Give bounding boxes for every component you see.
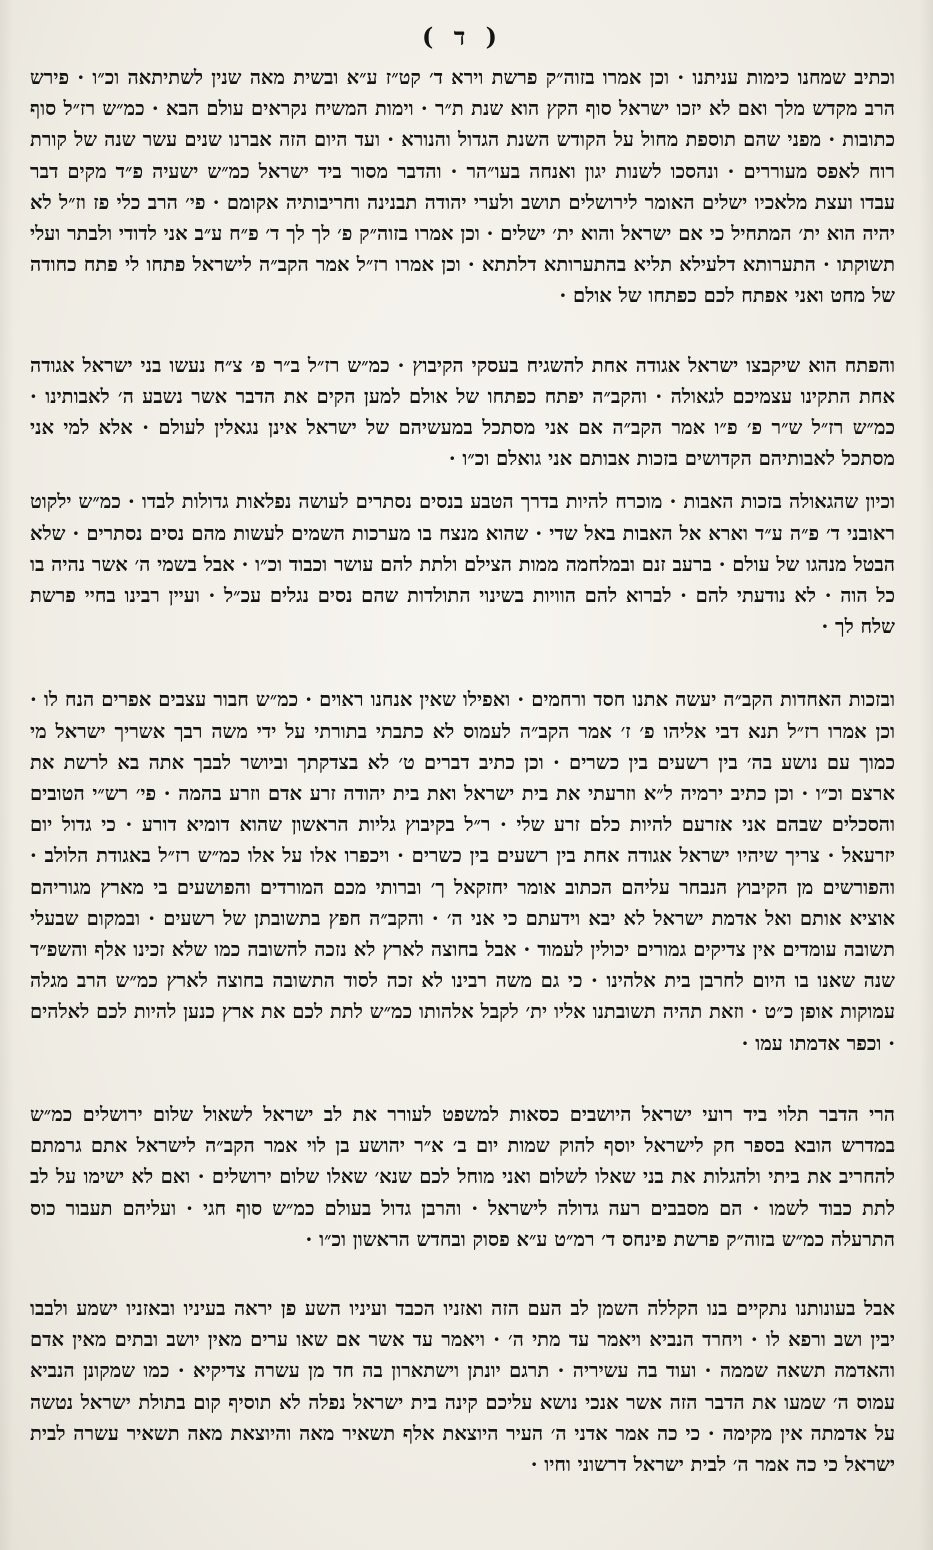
page-number: ( ד ) — [422, 22, 503, 51]
paragraph-4: ובזכות האחדות הקב״ה יעשה אתנו חסד ורחמים · ואפילו שאין אנחנו ראוים · כמ״ש חבור עצבים אפרים הנח לו · וכן אמרו רז״ל תנא דבי אליהו פ׳ ז׳ אמר הקב״ה לעמוס לא כתבתי בתורתי על ידי משה רבך אשריך ישראל מי כמוך עם נושע בה׳ בין רשעים בין כשרים · וכן כתיב דברים ט׳ לא בצדקתך וביושר לבבך אתה בא לרשת את ארצם וכ״ו · וכן כתיב ירמיה ל״א וזרעתי את בית ישראל ואת בית יהודה זרע אדם וזרע בהמה · פי׳ רש״י הטובים והסכלים שבהם אני אזרעם להיות כלם זרע שלי · ר״ל בקיבוץ גליות הראשון שהוא דומיא דורע · כי גדול יום יזרעאל · צריך שיהיו ישראל אגודה אחת בין רשעים בין כשרים · ויכפרו אלו על אלו כמ״ש רז״ל באגודת הלולב · והפורשים מן הקיבוץ הנבחר עליהם הכתוב אומר יחזקאל ך׳ וברותי מכם המורדים והפושעים בי מארץ מגוריהם אוציא אותם ואל אדמת ישראל לא יבא וידעתם כי אני ה׳ · והקב״ה חפץ בתשובתן של רשעים · ובמקום שבעלי תשובה עומדים אין צדיקים גמורים יכולין לעמוד · אבל בחוצה לארץ לא נזכה להשובה כמו שלא זכינו אלף והשפ״ד שנה שאנו בו היום לחרבן בית אלהינו · כי גם משה רבינו לא זכה לסוד התשובה בחוצה לארץ כמ״ש הרב מגלה עמוקות אופן כ״ט · וזאת תהיה תשובתנו אליו ית׳ לקבל אלהותו כמ״ש לתת לכם את ארץ כנען להיות לכם לאלהים · וכפר אדמתו עמו · — [30, 688, 895, 1055]
scan-shadow-right — [919, 0, 933, 1550]
paragraph-6: אבל בעונותנו נתקיים בנו הקללה השמן לב העם הזה ואזניו הכבד ועיניו השע פן יראה בעיניו ובאזניו ישמע ולבבו יבין ושב ורפא לו · ויחרד הנביא ויאמר עד מתי ה׳ · ויאמר עד אשר אם שאו ערים מאין יושב ובתים מאין אדם והאדמה תשאה שממה · ועוד בה עשיריה · תרגם יונתן וישתארון בה חד מן עשרה צדיקיא · כמו שמקונן הנביא עמוס ה׳ שמעו את הדבר הזה אשר אנכי נושא עליכם קינה בית ישראל נפלה לא תוסיף קום בתולת ישראל נטשה על אדמתה אין מקימה · כי כה אמר אדני ה׳ העיר היוצאת אלף תשאיר מאה והיוצאת מאה תשאיר עשרה לבית ישראל כי כה אמר ה׳ לבית ישראל דרשוני וחיו · — [30, 1296, 895, 1476]
paragraph-1: וכתיב שמחנו כימות עניתנו · וכן אמרו בזוה״ק פרשת וירא ד׳ קט״ז ע״א ובשית מאה שנין לשתיתאה וכ״ו · פירש הרב מקדש מלך ואם לא יזכו ישראל סוף הקץ הוא שנת ת״ר · וימות המשיח נקראים עולם הבא · כמ״ש רז״ל סוף כתובות · מפני שהם תוספת מחול על הקודש השנת הגדול והנורא · ועד היום הזה אברנו שנים עשר שנה של קורת רוח לאפס מעוררים · ונהסכו לשנות יגון ואנחה בעו״הר · והדבר מסור ביד ישראל כמ״ש ישעיה פ״ד מקים דבר עבדו ועצת מלאכיו ישלים האומר לירושלים תושב ולערי יהודה תבנינה וחריבותיה אקומם · פי׳ הרב כלי פז וז״ל לא יהיה הוא ית׳ המתחיל כי אם ישראל והוא ית׳ ישלים · וכן אמרו בזוה״ק פ׳ לך לך ד׳ פ״ח ע״ב אני לדודי ולבתר ועלי תשוקתו · התערותא דלעילא תליא בהתערותא דלתתא · וכן אמרו רז״ל אמר הקב״ה לישראל פתחו לי פתח כחודה של מחט ואני אפתח לכם כפתחו של אולם · — [30, 66, 895, 308]
paragraph-5: הרי הדבר תלוי ביד רועי ישראל היושבים כסאות למשפט לעורר את לב ישראל לשאול שלום ירושלים כמ״ש במדרש הובא בספר חק לישראל יוסף להוק שמות יום ב׳ א״ר יהושע בן לוי אמר הקב״ה לישראל אתם גרמתם להחריב את ביתי ולהגלות את בני שאלו לשלום ואני מוחל לכם שנא׳ שאלו שלום ירושלים · ואם לא ישימו על לב לתת כבוד לשמו · הם מסבבים רעה גדולה לישראל · והרבן גדול בעולם כמ״ש סוף חגי · ועליהם תעבור כוס התרעלה כמ״ש בזוה״ק פרשת פינחס ד׳ רמ״ט ע״א פסוק ובחדש הראשון וכ״ו · — [30, 1102, 895, 1251]
paragraph-2: והפתח הוא שיקבצו ישראל אגודה אחת להשגיח בעסקי הקיבוץ · כמ״ש רז״ל ב״ר פ׳ צ״ח נעשו בני ישראל אגודה אחת התקינו עצמיכם לגאולה · והקב״ה יפתח כפתחו של אולם למען הקים את הדבר אשר נשבע ה׳ לאבותינו · כמ״ש רז״ל ש״ר פ׳ פ״ו אמר הקב״ה אם אני מסתכל במעשיהם של ישראל אינן נגאלין לעולם · אלא למי אני מסתכל לאבותיהם הקדושים בזכות אבותם אני גואלם וכ״ו · — [30, 353, 895, 471]
scan-shadow-left — [0, 0, 14, 1550]
paragraph-3: וכיון שהגאולה בזכות האבות · מוכרח להיות בדרך הטבע בנסים נסתרים לעושה נפלאות גדולות לבדו · כמ״ש ילקוט ראובני ד׳ פ״ה ע״ד וארא אל האבות באל שדי · שהוא מנצח בו מערכות השמים לעשות מהם נסים נסתרים · שלא הבטל מנהגו של עולם · ברעב זנם ובמלחמה ממות הצילם ולתת להם עושר וכבוד וכ״ו · אבל בשמי ה׳ אשר נהיה בו כל הוה · לא נודעתי להם · לברוא להם הוויות בשינוי התולדות שהם נסים נגלים עכ״ל · ועיין רבינו בחיי פרשת שלח לך · — [30, 490, 895, 639]
